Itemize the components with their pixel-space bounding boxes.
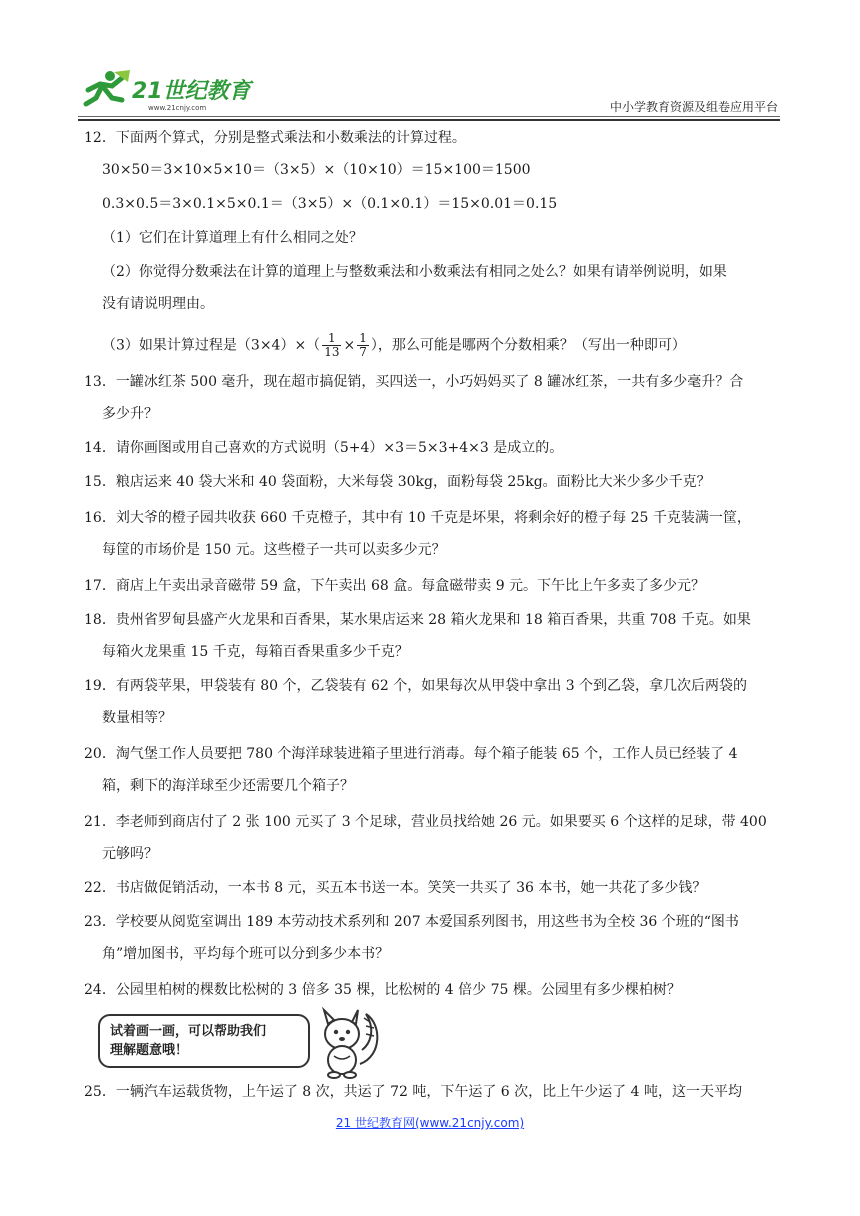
question-12-part-2-cont: 没有请说明理由。 bbox=[102, 296, 214, 312]
header-rule bbox=[78, 116, 780, 117]
question-13: 13．一罐冰红茶 500 毫升，现在超市搞促销，买四送一，小巧妈妈买了 8 罐冰红茶，一共有多少毫升？合 bbox=[84, 374, 744, 390]
question-23-cont: 角”增加图书，平均每个班可以分到多少本书？ bbox=[102, 946, 390, 962]
footer-link[interactable]: 21 世纪教育网(www.21cnjy.com) bbox=[335, 1116, 525, 1130]
question-25: 25．一辆汽车运载货物，上午运了 8 次，共运了 72 吨，下午运了 6 次，比上午少运了 4 吨，这一天平均 bbox=[84, 1084, 742, 1100]
question-12-part-1: （1）它们在计算道理上有什么相同之处？ bbox=[102, 230, 363, 246]
part-3-suffix: ），那么可能是哪两个分数相乘？（写出一种即可） bbox=[370, 337, 686, 354]
question-21-cont: 元够吗？ bbox=[102, 846, 158, 862]
question-24: 24．公园里柏树的棵数比松树的 3 倍多 35 棵，比松树的 4 倍少 75 棵。公园里有多少棵柏树？ bbox=[84, 982, 681, 998]
question-23: 23．学校要从阅览室调出 189 本劳动技术系列和 207 本爱国系列图书，用这些书为全校 36 个班的“图书 bbox=[84, 914, 739, 930]
fraction-1-13: $\frac{1}{13}$ bbox=[324, 331, 340, 359]
question-17: 17．商店上午卖出录音磁带 59 盒，下午卖出 68 盒。每盒磁带卖 9 元。下午比上午多卖了多少元？ bbox=[84, 578, 706, 594]
question-20-cont: 箱，剩下的海洋球至少还需要几个箱子？ bbox=[102, 778, 354, 794]
question-16-cont: 每筐的市场价是 150 元。这些橙子一共可以卖多少元？ bbox=[102, 542, 446, 558]
question-12-equation-1: 30×50＝3×10×5×10＝（3×5）×（10×10）＝15×100＝1500 bbox=[102, 162, 531, 178]
times-sign: × bbox=[343, 337, 356, 354]
question-14: 14．请你画图或用自己喜欢的方式说明（5+4）×3＝5×3+4×3 是成立的。 bbox=[84, 440, 564, 456]
question-19: 19．有两袋苹果，甲袋装有 80 个，乙袋装有 62 个，如果每次从甲袋中拿出 3 个到乙袋，拿几次后两袋的 bbox=[84, 678, 748, 694]
svg-text:21世纪教育: 21世纪教育 bbox=[132, 79, 251, 104]
question-12-part-3 bbox=[102, 332, 686, 359]
question-18: 18．贵州省罗甸县盛产火龙果和百香果，某水果店运来 28 箱火龙果和 18 箱百香果，共重 708 千克。如果 bbox=[84, 612, 751, 628]
logo-21cnjy bbox=[78, 68, 268, 112]
question-20: 20．淘气堡工作人员要把 780 个海洋球装进箱子里进行消毒。每个箱子能装 65 个，工作人员已经装了 4 bbox=[84, 746, 738, 762]
question-16: 16．刘大爷的橙子园共收获 660 千克橙子，其中有 10 千克是坏果，将剩余好的橙子每 25 千克装满一筐， bbox=[84, 510, 751, 526]
page-header bbox=[78, 60, 780, 120]
question-19-cont: 数量相等？ bbox=[102, 710, 172, 726]
fraction-1-7: $\frac{1}{7}$ bbox=[359, 331, 367, 359]
question-12-intro: 12．下面两个算式，分别是整式乘法和小数乘法的计算过程。 bbox=[84, 130, 466, 146]
question-12-equation-2: 0.3×0.5＝3×0.1×5×0.1＝（3×5）×（0.1×0.1）＝15×0.01＝0.15 bbox=[102, 196, 558, 212]
hint-speech-bubble bbox=[98, 1014, 310, 1068]
question-18-cont: 每箱火龙果重 15 千克，每箱百香果重多少千克？ bbox=[102, 644, 409, 660]
hint-text: 试着画一画，可以帮助我们 理解题意哦！ bbox=[110, 1024, 267, 1058]
platform-name: 中小学教育资源及组卷应用平台 bbox=[609, 100, 778, 114]
question-21: 21．李老师到商店付了 2 张 100 元买了 3 个足球，营业员找给她 26 元。如果要买 6 个这样的足球，带 400 bbox=[84, 814, 767, 830]
svg-text:www.21cnjy.com: www.21cnjy.com bbox=[148, 104, 207, 112]
question-13-cont: 多少升？ bbox=[102, 406, 158, 422]
question-12-part-2: （2）你觉得分数乘法在计算的道理上与整数乘法和小数乘法有相同之处么？如果有请举例说明，如果 bbox=[102, 264, 727, 280]
part-3-prefix: （3）如果计算过程是（3×4）×（ bbox=[102, 337, 321, 354]
question-22: 22．书店做促销活动，一本书 8 元，买五本书送一本。笑笑一共买了 36 本书，她一共花了多少钱？ bbox=[84, 880, 707, 896]
question-15: 15．粮店运来 40 袋大米和 40 袋面粉，大米每袋 30kg，面粉每袋 25kg。面粉比大米少多少千克？ bbox=[84, 474, 711, 490]
squirrel-icon bbox=[312, 1004, 384, 1080]
header-rule-thick bbox=[78, 119, 780, 121]
